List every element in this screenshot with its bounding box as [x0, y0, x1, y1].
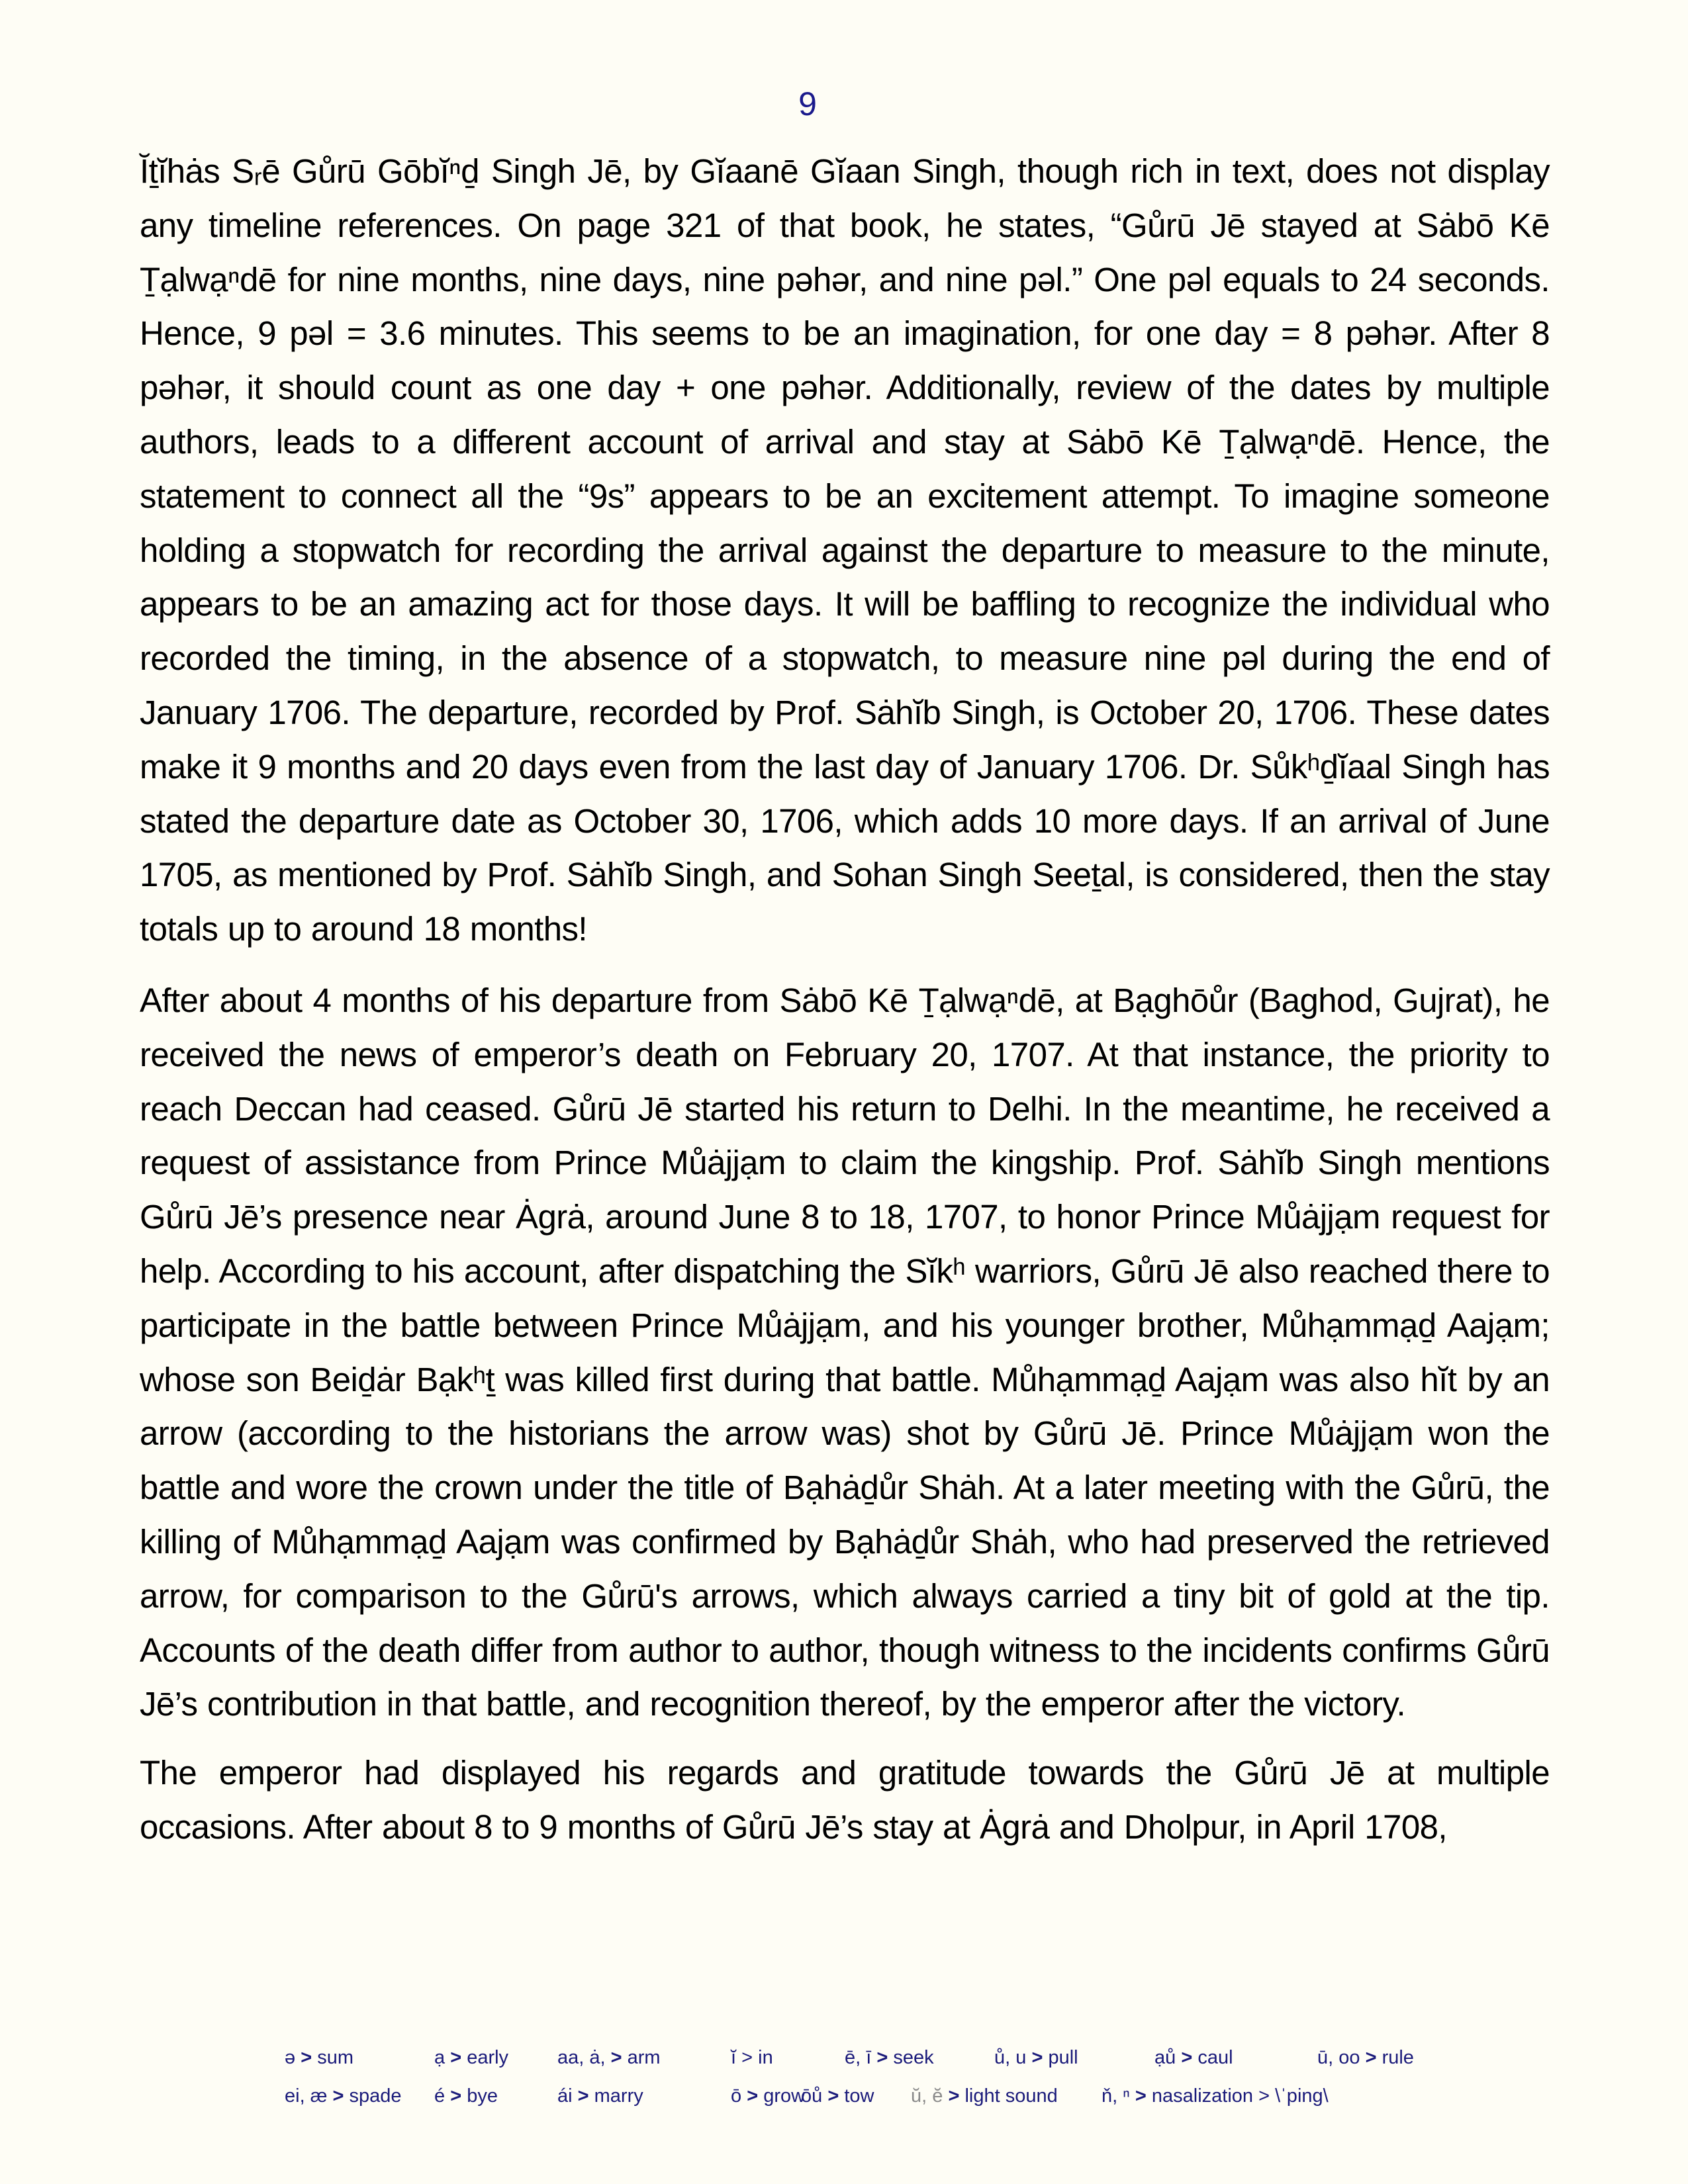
legend-item — [557, 2085, 731, 2107]
paragraph-emperor-death-and-battle: After about 4 months of his departure from Sȧbō Kē Ṯạlwạⁿdē, at Bạghōůr (Baghod, Gujrat), he received the news of emperor’s death on February 20, 1707. At that instance, the priority to reach Deccan had ceased. Gůrū Jē started his return to Delhi. In the meantime, he received a request of assistance from Prince Můȧjjạm to claim the kingship. Prof. Sȧhĭb Singh mentions Gůrū Jē’s presence near Ȧgrȧ, around June 8 to 18, 1707, to honor Prince Můȧjjạm request for help. According to his account, after dispatching the Sĭkʰ warriors, Gůrū Jē also reached there to participate in the battle between Prince Můȧjjạm, and his younger brother, Můhạmmạḏ Aajạm; whose son Beiḏȧr Bạkʰṯ was killed first during that battle. Můhạmmạḏ Aajạm was also hĭt by an arrow (according to the historians the arrow was) shot by Gůrū Jē. Prince Můȧjjạm won the battle and wore the crown under the title of Bạhȧḏůr Shȧh. At a later meeting with the Gůrū, the killing of Můhạmmạḏ Aajạm was confirmed by Bạhȧḏůr Shȧh, who had preserved the retrieved arrow, for comparison to the Gůrū's arrows, which always carried a tiny bit of gold at the tip. Accounts of the death differ from author to author, though witness to the incidents confirms Gůrū Jē’s contribution in that battle, and recognition thereof, by the emperor after the victory. — [140, 981, 1550, 1723]
paragraph-emperor-gratitude: The emperor had displayed his regards and gratitude towards the Gůrū Jē at multiple occasions. After about 8 to 9 months of Gůrū Jē’s stay at Ȧgrȧ and Dholpur, in April 1708, — [140, 1754, 1550, 1846]
arrow-icon: > — [577, 2085, 589, 2107]
legend-example: arm — [627, 2046, 661, 2068]
arrow-icon: > — [827, 2085, 839, 2107]
arrow-icon: > — [876, 2046, 888, 2068]
legend-item — [994, 2047, 1154, 2069]
legend-symbol: ů, u — [994, 2046, 1027, 2068]
legend-example: pull — [1048, 2046, 1078, 2068]
legend-item — [731, 2047, 845, 2069]
legend-example: sum — [317, 2046, 353, 2068]
page-number: 9 — [798, 85, 817, 122]
legend-symbol: ū, oo — [1317, 2046, 1360, 2068]
legend-item — [1102, 2085, 1380, 2107]
legend-item — [285, 2047, 434, 2069]
legend-symbol: ĭ — [731, 2046, 737, 2068]
legend-symbol: ə — [285, 2046, 296, 2068]
arrow-icon: > — [1135, 2085, 1147, 2107]
legend-symbol: ōů — [801, 2085, 823, 2107]
arrow-icon: > — [741, 2046, 753, 2068]
legend-example: tow — [844, 2085, 874, 2107]
legend-symbol: ň, ⁿ — [1102, 2085, 1130, 2107]
legend-example: marry — [594, 2085, 643, 2107]
legend-row-1 — [285, 2038, 1463, 2077]
legend-example: caul — [1197, 2046, 1233, 2068]
legend-row-2 — [285, 2077, 1463, 2115]
legend-example: grow — [763, 2085, 806, 2107]
legend-item — [911, 2085, 1102, 2107]
legend-symbol: ŭ, ĕ — [911, 2085, 943, 2107]
legend-item — [1154, 2047, 1317, 2069]
legend-item — [557, 2047, 731, 2069]
arrow-icon: > — [747, 2085, 759, 2107]
legend-item — [731, 2085, 806, 2107]
legend-symbol: ō — [731, 2085, 742, 2107]
legend-item — [801, 2085, 911, 2107]
arrow-icon: > — [1181, 2046, 1193, 2068]
arrow-icon: > — [301, 2046, 312, 2068]
legend-symbol: ạů — [1154, 2046, 1176, 2068]
arrow-icon: > — [450, 2085, 462, 2107]
arrow-icon: > — [1031, 2046, 1043, 2068]
arrow-icon: > — [1365, 2046, 1377, 2068]
legend-example: seek — [893, 2046, 934, 2068]
legend-symbol: ái — [557, 2085, 573, 2107]
arrow-icon: > — [450, 2046, 462, 2068]
legend-symbol: ei, æ — [285, 2085, 328, 2107]
legend-symbol: aa, ȧ, — [557, 2046, 606, 2068]
legend-item — [1317, 2047, 1463, 2069]
legend-item — [285, 2085, 434, 2107]
legend-symbol: ạ — [434, 2046, 445, 2068]
legend-example: light sound — [964, 2085, 1058, 2107]
document-body — [140, 144, 1550, 1854]
legend-item — [434, 2047, 557, 2069]
arrow-icon: > — [610, 2046, 622, 2068]
paragraph-stay-at-sabo-ke-talwande: Ĭṯĭhȧs Sᵣē Gůrū Gōbĭⁿḏ Singh Jē, by Gĭaanē Gĭaan Singh, though rich in text, does not display any timeline references. On page 321 of that book, he states, “Gůrū Jē stayed at Sȧbō Kē Ṯạlwạⁿdē for nine months, nine days, nine pəhər, and nine pəl.” One pəl equals to 24 seconds. Hence, 9 pəl = 3.6 minutes. This seems to be an imagination, for one day = 8 pəhər. After 8 pəhər, it should count as one day + one pəhər. Additionally, review of the dates by multiple authors, leads to a different account of arrival and stay at Sȧbō Kē Ṯạlwạⁿdē. Hence, the statement to connect all the “9s” appears to be an excitement attempt. To imagine someone holding a stopwatch for recording the arrival against the departure to measure to the minute, appears to be an amazing act for those days. It will be baffling to recognize the individual who recorded the timing, in the absence of a stopwatch, to measure nine pəl during the end of January 1706. The departure, recorded by Prof. Sȧhĭb Singh, is October 20, 1706. These dates make it 9 months and 20 days even from the last day of January 1706. Dr. Sůkʰḏĭaal Singh has stated the departure date as October 30, 1706, which adds 10 more days. If an arrival of June 1705, as mentioned by Prof. Sȧhĭb Singh, and Sohan Singh Seeṯal, is considered, then the stay totals up to around 18 months! — [140, 152, 1550, 948]
legend-example: spade — [349, 2085, 402, 2107]
legend-item — [434, 2085, 557, 2107]
arrow-icon: > — [332, 2085, 344, 2107]
legend-example: rule — [1382, 2046, 1414, 2068]
legend-symbol: ē, ī — [845, 2046, 872, 2068]
legend-item — [845, 2047, 994, 2069]
arrow-icon: > — [948, 2085, 960, 2107]
legend-symbol: é — [434, 2085, 445, 2107]
legend-example: nasalization > \ˈping\ — [1151, 2085, 1329, 2107]
legend-example: early — [467, 2046, 509, 2068]
legend-example: bye — [467, 2085, 498, 2107]
legend-example: in — [758, 2046, 773, 2068]
pronunciation-legend — [285, 2038, 1463, 2115]
